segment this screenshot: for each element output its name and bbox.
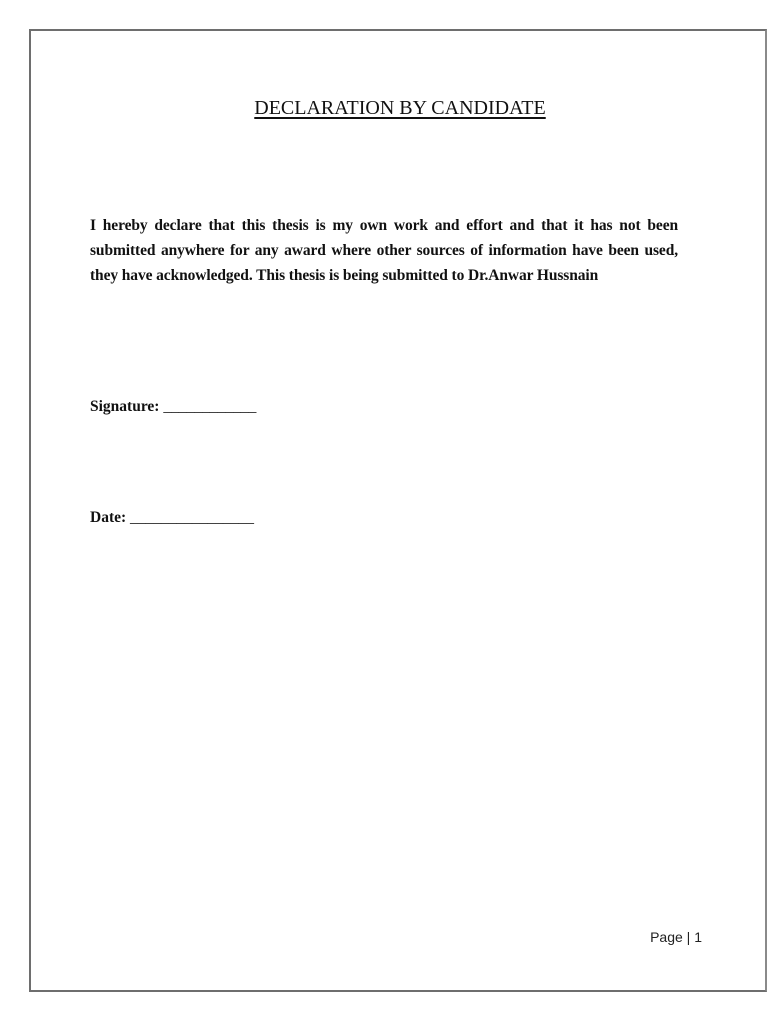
page-title: DECLARATION BY CANDIDATE — [254, 97, 546, 119]
declaration-paragraph: I hereby declare that this thesis is my own work and effort and that it has not been submitted anywhere for any award where other sources of information have been used, they have acknowledged. This thesis is being submitted to Dr.Anwar Hussnain — [90, 217, 678, 284]
date-blank: ________________ — [130, 509, 255, 526]
signature-label: Signature: — [90, 398, 160, 415]
signature-line — [90, 398, 256, 416]
signature-blank: ____________ — [163, 398, 257, 415]
date-line — [90, 509, 254, 527]
page-number-footer: Page | 1 — [650, 929, 702, 945]
document-page — [29, 29, 767, 992]
date-label: Date: — [90, 509, 127, 526]
